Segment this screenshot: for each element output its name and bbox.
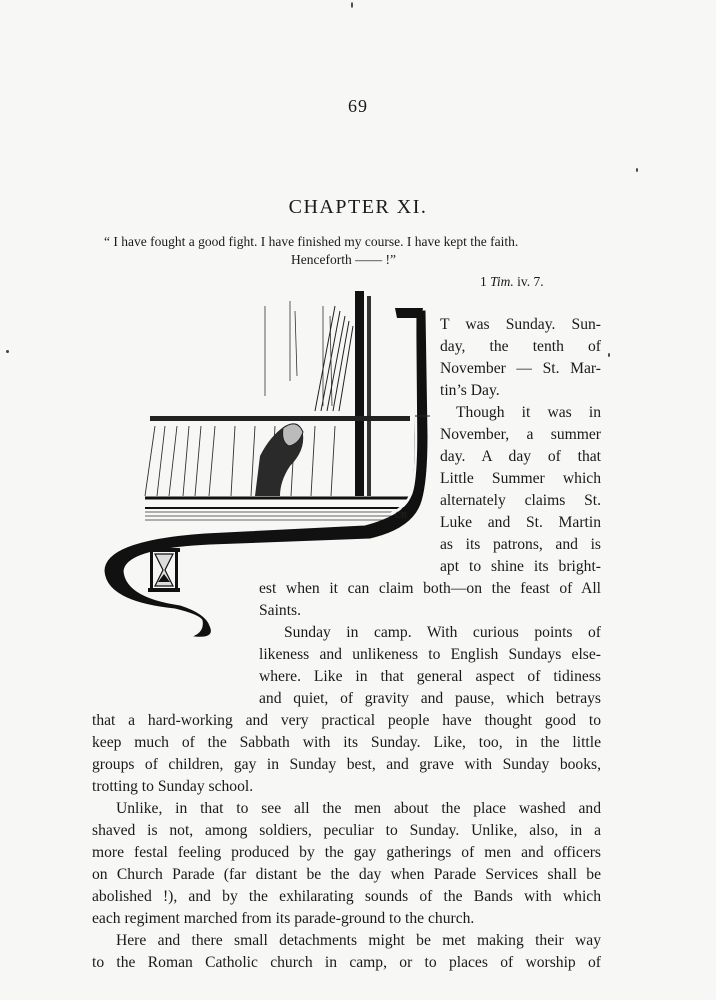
chapter-title: CHAPTER XI. [288,196,428,218]
text-line: on Church Parade (far distant be the day when Parade Services shall be [92,866,601,883]
print-speck [351,2,353,8]
page-number: 69 [348,96,368,116]
text-line: groups of children, gay in Sunday best, and grave with Sunday books, [92,756,601,773]
text-line: Saints. [259,602,302,619]
text-line: to the Roman Catholic church in camp, or to places of worship of [92,954,601,971]
text-line: alternately claims St. [440,492,601,509]
text-line: shaved is not, among soldiers, peculiar to Sunday. Unlike, also, in a [92,822,601,839]
text-line: where. Like in that general aspect of tidiness [259,668,601,685]
text-line: abolished !), and by the exhilarating sounds of the Bands with which [92,888,601,905]
text-line: as its patrons, and is [440,536,601,553]
citation-number: 1 [480,274,487,289]
epigraph-line-2: Henceforth —— !” [291,252,396,267]
text-line: day, the tenth of [440,338,601,355]
epigraph-citation [480,274,544,290]
print-speck [636,168,638,172]
citation-book: Tim. [490,274,514,289]
print-speck [6,350,9,353]
text-line: tin’s Day. [440,382,500,399]
text-line: likeness and unlikeness to English Sundays else- [259,646,601,663]
citation-reference: iv. 7. [517,274,544,289]
text-line: trotting to Sunday school. [92,778,254,795]
text-line: that a hard-working and very practical people have thought good to [92,712,601,729]
text-line: Unlike, in that to see all the men about the place washed and [116,800,601,817]
text-line: Here and there small detachments might be met making their way [116,932,601,949]
text-line: Though it was in [456,404,601,421]
text-line: Little Summer which [440,470,601,487]
text-line: apt to shine its bright- [440,558,601,575]
text-line: more festal feeling produced by the gay gatherings of men and officers [92,844,601,861]
text-line: November — St. Mar- [440,360,601,377]
print-speck [608,353,610,357]
text-line: T was Sunday. Sun- [440,316,601,333]
text-line: keep much of the Sabbath with its Sunday. Like, too, in the little [92,734,601,751]
text-line: est when it can claim both—on the feast of All [259,580,601,597]
hourglass-icon [148,548,180,592]
text-line: Sunday in camp. With curious points of [284,624,601,641]
epigraph-line-1: “ I have fought a good fight. I have finished my course. I have kept the faith. [104,234,519,249]
text-line: November, a summer [440,426,601,443]
text-line: and quiet, of gravity and pause, which betrays [259,690,601,707]
text-line: each regiment marched from its parade-ground to the church. [92,910,475,927]
text-line: day. A day of that [440,448,601,465]
svg-text:CR: CR [395,511,408,520]
text-line: Luke and St. Martin [440,514,601,531]
